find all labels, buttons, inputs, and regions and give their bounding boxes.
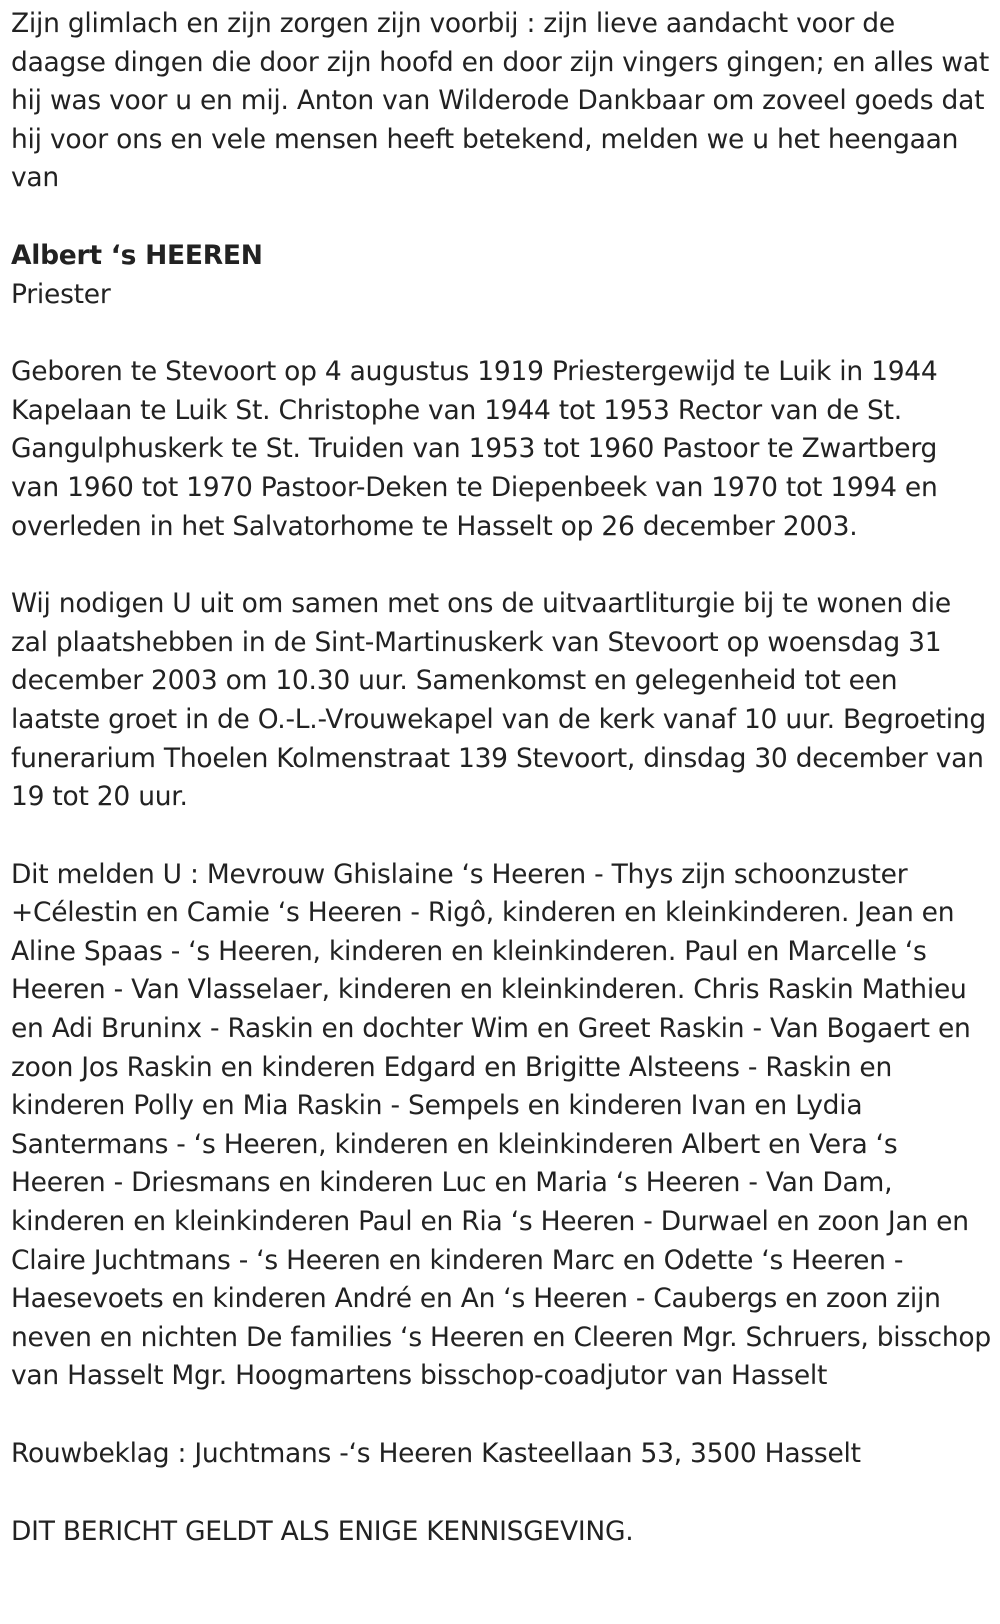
family-paragraph: Dit melden U : Mevrouw Ghislaine ‘s Heeren - Thys zijn schoonzuster +Célestin en Camie ‘s Heeren - Rigô, kinderen en kleinkinderen. Jean en Aline Spaas - ‘s Heeren, kinderen en kleinkinderen. Paul en Marcelle ‘s Heeren - Van Vlasselaer, kinderen en kleinkinderen. Chris Raskin Mathieu en Adi Bruninx - Raskin en dochter Wim en Greet Raskin - Van Bogaert en zoon Jos Raskin en kinderen Edgard en Brigitte Alsteens - Raskin en kinderen Polly en Mia Raskin - Sempels en kinderen Ivan en Lydia Santermans - ‘s Heeren, kinderen en kleinkinderen Albert en Vera ‘s Heeren - Driesmans en kinderen Luc en Maria ‘s Heeren - Van Dam, kinderen en kleinkinderen Paul en Ria ‘s Heeren - Durwael en zoon Jan en Claire Juchtmans - ‘s Heeren en kinderen Marc en Odette ‘s Heeren - Haesevoets en kinderen André en An ‘s Heeren - Caubergs en zoon zijn neven en nichten De families ‘s Heeren en Cleeren Mgr. Schruers, bisschop van Hasselt Mgr. Hoogmartens bisschop-coadjutor van Hasselt bbox=[11, 858, 991, 1392]
deceased-role: Priester bbox=[11, 278, 111, 310]
closing-line: DIT BERICHT GELDT ALS ENIGE KENNISGEVING. bbox=[11, 1515, 634, 1547]
deceased-name: Albert ‘s HEEREN bbox=[11, 239, 263, 271]
obituary-notice bbox=[11, 5, 993, 1551]
biography-paragraph: Geboren te Stevoort op 4 augustus 1919 Priestergewijd te Luik in 1944 Kapelaan te Luik St. Christophe van 1944 tot 1953 Rector van de St. Gangulphuskerk te St. Truiden van 1953 tot 1960 Pastoor te Zwartberg van 1960 tot 1970 Pastoor-Deken te Diepenbeek van 1970 tot 1994 en overleden in het Salvatorhome te Hasselt op 26 december 2003. bbox=[11, 356, 938, 542]
condolences-line: Rouwbeklag : Juchtmans -‘s Heeren Kasteellaan 53, 3500 Hasselt bbox=[11, 1438, 861, 1469]
invitation-paragraph: Wij nodigen U uit om samen met ons de uitvaartliturgie bij te wonen die zal plaatshebben in de Sint-Martinuskerk van Stevoort op woensdag 31 december 2003 om 10.30 uur. Samenkomst en gelegenheid tot een laatste groet in de O.-L.-Vrouwekapel van de kerk vanaf 10 uur. Begroeting funerarium Thoelen Kolmenstraat 139 Stevoort, dinsdag 30 december van 19 tot 20 uur. bbox=[11, 588, 986, 813]
intro-paragraph: Zijn glimlach en zijn zorgen zijn voorbij : zijn lieve aandacht voor de daagse dingen die door zijn hoofd en door zijn vingers gingen; en alles wat hij was voor u en mij. Anton van Wilderode Dankbaar om zoveel goeds dat hij voor ons en vele mensen heeft betekend, melden we u het heengaan van bbox=[11, 8, 989, 194]
